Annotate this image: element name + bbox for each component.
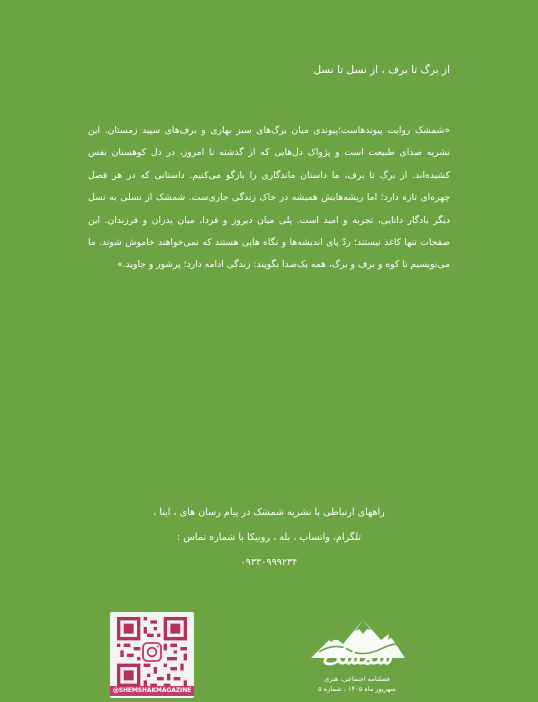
cover-heading: از برگ تا برف ، از نسل تا نسل [313,64,450,76]
contact-info [60,500,478,575]
contact-line-1: راههای ارتباطی با نشریه شمشک در پیام رسان های ، ایتا ، [153,507,385,518]
contact-line-2: تلگرام، واتساپ ، بله ، روبیکا با شماره تماس : [176,532,362,543]
logo-wordmark: شمشک [321,644,393,670]
shemshak-logo [305,614,409,702]
cover-body-text: «شمشک روایت پیوندهاست؛پیوندی میان برگ‌های سبز بهاری و برف‌های سپید زمستان. این نشریه صدای طبیعت است و پژواک دل‌هایی که از گذشته تا امروز، در دل کوهستان نفس کشیده‌اند. از برگ تا برف، ما داستان ماندگاری را بازگو می‌کنیم. داستانی که در هر فصل چهره‌ای تازه دارد؛ اما ریشه‌هایش همیشه در خاک زندگی جاری‌ست. شمشک از نسلی به نسل دیگر یادگار دانایی، تجربه و امید است. پلی میان دیروز و فردا، میان پدران و فرزندان. این صفحات تنها کاغذ نیستند؛ ردّ پای اندیشه‌ها و نگاه هایی هستند که نمی‌خواهند خاموش شوند. ما می‌نویسیم تا کوه و برف و برگ، همه یک‌صدا بگویند: زندگی ادامه دارد؛ پرشور و جاوید.» [88,125,450,271]
contact-phone: ۰۹۳۳۰۹۹۹۲۳۴ [240,557,298,568]
logo-subtitle [305,674,409,694]
instagram-qr-code [110,612,194,698]
magazine-tagline: فصلنامه اجتماعی، هنری [324,675,390,683]
instagram-handle: @SHEMSHAKMAGAZINE [110,686,194,696]
qr-code-icon [117,617,187,687]
issue-info: شهریور ماه ۱۴۰۵ ، شماره ۵ [318,685,396,693]
